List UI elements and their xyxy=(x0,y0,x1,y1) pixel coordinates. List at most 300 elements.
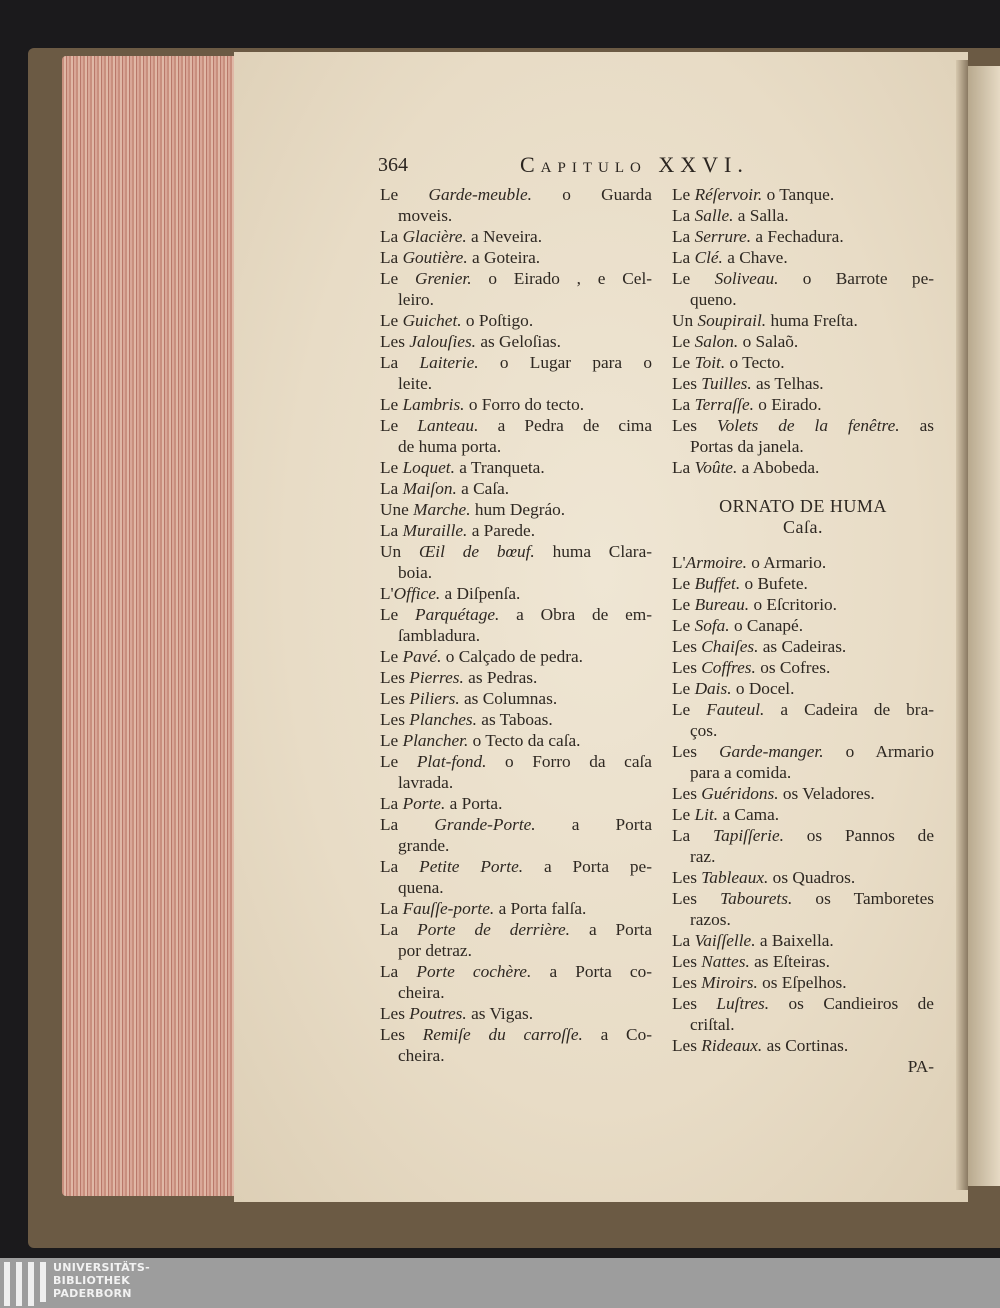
french-term: Salle. xyxy=(694,206,734,225)
section-title-line2: Caſa. xyxy=(783,517,823,537)
glossary-entry xyxy=(672,373,934,394)
french-term: Vaiſſelle. xyxy=(694,931,756,950)
glossary-entry xyxy=(380,919,652,961)
portuguese-translation: a Porta xyxy=(571,815,652,834)
page-fore-edge xyxy=(62,56,238,1196)
glossary-entry xyxy=(672,552,934,573)
entry-line xyxy=(380,688,652,709)
glossary-entry xyxy=(380,961,652,1003)
french-article: La xyxy=(672,826,691,845)
entry-line xyxy=(380,394,652,415)
french-term: Guichet. xyxy=(402,311,462,330)
french-article: Les xyxy=(672,973,697,992)
portuguese-translation: as Cortinas. xyxy=(766,1036,849,1055)
glossary-entry xyxy=(672,331,934,352)
entry-line xyxy=(380,184,652,205)
translation-continuation: leiro. xyxy=(398,290,434,309)
translation-continuation: cheira. xyxy=(398,983,445,1002)
french-article: Le xyxy=(380,752,399,771)
glossary-entry xyxy=(672,352,934,373)
french-article: Le xyxy=(380,185,399,204)
french-article: La xyxy=(380,353,399,372)
glossary-entry xyxy=(672,804,934,825)
portuguese-translation: a Fechadura. xyxy=(755,227,844,246)
french-article: La xyxy=(672,206,691,225)
entry-line xyxy=(672,205,934,226)
glossary-entry xyxy=(380,1003,652,1024)
french-article: L' xyxy=(380,584,394,603)
glossary-entry xyxy=(672,184,934,205)
entry-line xyxy=(672,657,934,678)
portuguese-translation: o Eirado. xyxy=(758,395,822,414)
portuguese-translation: o Tanque. xyxy=(766,185,835,204)
french-term: Buffet. xyxy=(694,574,741,593)
entry-line xyxy=(672,373,934,394)
french-article: Le xyxy=(672,679,691,698)
french-term: Terraſſe. xyxy=(694,395,754,414)
glossary-entry xyxy=(380,604,652,646)
glossary-entry xyxy=(380,415,652,457)
right-column xyxy=(672,184,934,1077)
glossary-entry xyxy=(672,573,934,594)
portuguese-translation: os Veladores. xyxy=(782,784,875,803)
entry-line xyxy=(380,478,652,499)
portuguese-translation: o Salaõ. xyxy=(742,332,799,351)
french-term: Pierres. xyxy=(409,668,464,687)
portuguese-translation: a Chave. xyxy=(727,248,788,267)
glossary-entry xyxy=(672,867,934,888)
portuguese-translation: a Baixella. xyxy=(759,931,834,950)
french-term: Œil de bœuf. xyxy=(418,542,535,561)
entry-line xyxy=(672,867,934,888)
entry-line xyxy=(672,804,934,825)
glossary-entry xyxy=(380,268,652,310)
french-article: La xyxy=(672,458,691,477)
portuguese-translation: hum Degráo. xyxy=(474,500,566,519)
glossary-entry xyxy=(672,951,934,972)
entry-line xyxy=(380,457,652,478)
glossary-entry xyxy=(672,1035,934,1056)
translation-continuation: cheira. xyxy=(398,1046,445,1065)
french-term: Sofa. xyxy=(694,616,730,635)
translation-continuation: queno. xyxy=(690,290,737,309)
entry-line xyxy=(672,552,934,573)
entry-line xyxy=(672,741,934,762)
portuguese-translation: o Armario. xyxy=(751,553,827,572)
french-term: Garde-manger. xyxy=(719,742,824,761)
entry-line xyxy=(380,751,652,772)
portuguese-translation: a Tranqueta. xyxy=(459,458,545,477)
entry-line xyxy=(672,184,934,205)
glossary-entry xyxy=(380,331,652,352)
french-term: Piliers. xyxy=(409,689,460,708)
french-term: Chaiſes. xyxy=(701,637,759,656)
french-term: Voûte. xyxy=(694,458,738,477)
entry-line xyxy=(380,1003,652,1024)
french-article: Les xyxy=(672,868,697,887)
library-logo-text xyxy=(53,1261,150,1300)
entry-line xyxy=(380,268,652,289)
translation-continuation: Portas da janela. xyxy=(690,437,804,456)
glossary-entry xyxy=(672,930,934,951)
french-term: Porte. xyxy=(402,794,446,813)
french-term: Poutres. xyxy=(409,1004,467,1023)
french-article: Les xyxy=(672,889,697,908)
portuguese-translation: o Tecto. xyxy=(729,353,785,372)
glossary-entry xyxy=(380,793,652,814)
glossary-entry xyxy=(380,688,652,709)
translation-continuation: raz. xyxy=(690,847,716,866)
french-article: Un xyxy=(380,542,402,561)
entry-line xyxy=(380,499,652,520)
french-term: Serrure. xyxy=(694,227,752,246)
entry-line xyxy=(672,972,934,993)
glossary-entry xyxy=(380,184,652,226)
french-term: Porte cochère. xyxy=(416,962,532,981)
french-article: La xyxy=(380,857,399,876)
entry-line xyxy=(380,604,652,625)
french-article: Les xyxy=(380,689,405,708)
glossary-entry xyxy=(380,814,652,856)
logo-line: BIBLIOTHEK xyxy=(53,1274,131,1287)
entry-line xyxy=(380,814,652,835)
french-article: Les xyxy=(380,1004,405,1023)
running-header xyxy=(378,152,938,178)
french-article: La xyxy=(672,395,691,414)
translation-continuation: moveis. xyxy=(398,206,453,225)
glossary-entry xyxy=(380,352,652,394)
portuguese-translation: a Porta co- xyxy=(549,962,652,981)
portuguese-translation: o Canapé. xyxy=(733,616,804,635)
glossary-entry xyxy=(380,520,652,541)
french-term: Soliveau. xyxy=(714,269,779,288)
glossary-entry xyxy=(672,394,934,415)
french-term: Grenier. xyxy=(415,269,472,288)
french-term: Plancher. xyxy=(402,731,469,750)
portuguese-translation: o Eirado , e Cel- xyxy=(488,269,652,288)
glossary-entry xyxy=(672,205,934,226)
french-term: Office. xyxy=(393,584,441,603)
entry-line xyxy=(672,415,934,436)
translation-continuation: criſtal. xyxy=(690,1015,735,1034)
glossary-entry xyxy=(672,657,934,678)
glossary-entry xyxy=(380,856,652,898)
french-article: La xyxy=(380,899,399,918)
entry-line xyxy=(672,1035,934,1056)
portuguese-translation: o Docel. xyxy=(735,679,795,698)
library-footer xyxy=(0,1258,1000,1308)
entry-line xyxy=(380,331,652,352)
glossary-entry xyxy=(672,247,934,268)
glossary-entry xyxy=(672,741,934,783)
entry-line xyxy=(380,856,652,877)
entry-line xyxy=(380,961,652,982)
portuguese-translation: a Neveira. xyxy=(471,227,543,246)
portuguese-translation: a Porta pe- xyxy=(543,857,652,876)
portuguese-translation: o Calçado de pedra. xyxy=(445,647,583,666)
portuguese-translation: os Eſpelhos. xyxy=(762,973,847,992)
french-article: Les xyxy=(380,1025,405,1044)
french-article: Les xyxy=(672,1036,697,1055)
translation-continuation: boia. xyxy=(398,563,433,582)
french-article: Les xyxy=(380,332,405,351)
french-article: La xyxy=(672,931,691,950)
french-term: Lanteau. xyxy=(417,416,479,435)
glossary-entry xyxy=(380,541,652,583)
portuguese-translation: huma Clara- xyxy=(552,542,652,561)
chapter-title: Capitulo XXVI. xyxy=(520,152,749,177)
french-article: Les xyxy=(672,742,697,761)
portuguese-translation: o Forro da caſa xyxy=(505,752,652,771)
entry-line xyxy=(672,993,934,1014)
french-term: Grande-Porte. xyxy=(434,815,536,834)
glossary-entry xyxy=(380,1024,652,1066)
portuguese-translation: a Cadeira de bra- xyxy=(780,700,934,719)
entry-line xyxy=(380,247,652,268)
french-article: Le xyxy=(672,185,691,204)
portuguese-translation: a Porta. xyxy=(449,794,503,813)
glossary-entry xyxy=(380,646,652,667)
portuguese-translation: o Armario xyxy=(845,742,934,761)
entry-line xyxy=(380,1024,652,1045)
french-term: Fauſſe-porte. xyxy=(402,899,495,918)
entry-line xyxy=(672,825,934,846)
glossary-entry xyxy=(380,499,652,520)
french-term: Lambris. xyxy=(402,395,465,414)
glossary-entry xyxy=(672,268,934,310)
glossary-entry xyxy=(672,699,934,741)
portuguese-translation: a Pedra de cima xyxy=(497,416,653,435)
portuguese-translation: o Forro do tecto. xyxy=(468,395,585,414)
portuguese-translation: as Columnas. xyxy=(464,689,558,708)
french-term: Nattes. xyxy=(701,952,750,971)
translation-continuation: razos. xyxy=(690,910,731,929)
french-term: Clé. xyxy=(694,248,723,267)
glossary-entry xyxy=(672,888,934,930)
glossary-entry xyxy=(380,247,652,268)
french-article: Les xyxy=(672,784,697,803)
entry-line xyxy=(672,573,934,594)
portuguese-translation: o Poſtigo. xyxy=(465,311,534,330)
french-term: Réſervoir. xyxy=(694,185,763,204)
entry-line xyxy=(672,331,934,352)
french-article: Le xyxy=(672,595,691,614)
translation-continuation: leite. xyxy=(398,374,433,393)
french-article: Une xyxy=(380,500,409,519)
book-gutter xyxy=(956,60,968,1190)
entry-line xyxy=(672,457,934,478)
french-term: Tuilles. xyxy=(701,374,752,393)
french-term: Remiſe du carroſſe. xyxy=(422,1025,583,1044)
translation-continuation: ços. xyxy=(690,721,718,740)
french-article: Le xyxy=(380,269,399,288)
french-article: Les xyxy=(672,952,697,971)
glossary-entry xyxy=(380,709,652,730)
logo-line: UNIVERSITÄTS- xyxy=(53,1261,150,1274)
portuguese-translation: os Candieiros de xyxy=(788,994,934,1013)
french-term: Armoire. xyxy=(685,553,747,572)
french-term: Loquet. xyxy=(402,458,455,477)
french-term: Porte de derrière. xyxy=(417,920,571,939)
portuguese-translation: as xyxy=(919,416,935,435)
french-article: L' xyxy=(672,553,686,572)
french-term: Coffres. xyxy=(701,658,756,677)
entry-line xyxy=(672,678,934,699)
entry-line xyxy=(672,247,934,268)
french-article: La xyxy=(380,248,399,267)
glossary-entry xyxy=(672,783,934,804)
entry-line xyxy=(672,888,934,909)
french-article: Le xyxy=(380,416,399,435)
entry-line xyxy=(380,583,652,604)
entry-line xyxy=(672,615,934,636)
french-article: La xyxy=(380,479,399,498)
portuguese-translation: as Taboas. xyxy=(481,710,553,729)
translation-continuation: quena. xyxy=(398,878,444,897)
entry-line xyxy=(672,636,934,657)
portuguese-translation: os Pannos de xyxy=(806,826,934,845)
glossary-entry xyxy=(672,972,934,993)
glossary-entry xyxy=(380,730,652,751)
french-term: Guéridons. xyxy=(701,784,779,803)
french-term: Tapiſſerie. xyxy=(713,826,784,845)
entry-line xyxy=(672,226,934,247)
entry-line xyxy=(380,667,652,688)
translation-continuation: por detraz. xyxy=(398,941,472,960)
french-article: Les xyxy=(672,994,697,1013)
french-article: La xyxy=(380,962,399,981)
portuguese-translation: o Barrote pe- xyxy=(802,269,935,288)
portuguese-translation: a Salla. xyxy=(737,206,789,225)
portuguese-translation: a Diſpenſa. xyxy=(444,584,521,603)
glossary-entry xyxy=(380,898,652,919)
portuguese-translation: o Tecto da caſa. xyxy=(472,731,581,750)
french-term: Muraille. xyxy=(402,521,468,540)
portuguese-translation: as Telhas. xyxy=(756,374,824,393)
french-term: Tabourets. xyxy=(720,889,793,908)
french-article: Le xyxy=(672,805,691,824)
translation-continuation: grande. xyxy=(398,836,450,855)
glossary-entry xyxy=(672,226,934,247)
entry-line xyxy=(672,310,934,331)
french-term: Plat-fond. xyxy=(416,752,487,771)
french-article: La xyxy=(380,794,399,813)
entry-line xyxy=(380,898,652,919)
glossary-entry xyxy=(380,394,652,415)
french-term: Luſtres. xyxy=(716,994,770,1013)
french-article: Le xyxy=(672,700,691,719)
translation-continuation: lavrada. xyxy=(398,773,454,792)
french-term: Planches. xyxy=(409,710,477,729)
entry-line xyxy=(672,699,934,720)
portuguese-translation: a Porta xyxy=(588,920,653,939)
entry-line xyxy=(380,730,652,751)
french-article: Les xyxy=(672,374,697,393)
entry-line xyxy=(380,520,652,541)
portuguese-translation: a Cama. xyxy=(722,805,780,824)
entry-line xyxy=(380,352,652,373)
portuguese-translation: a Porta falſa. xyxy=(498,899,587,918)
portuguese-translation: as Vigas. xyxy=(471,1004,534,1023)
glossary-entry xyxy=(380,751,652,793)
entry-line xyxy=(672,352,934,373)
glossary-entry xyxy=(672,636,934,657)
section-heading xyxy=(672,496,934,538)
french-article: Le xyxy=(380,458,399,477)
portuguese-translation: o Lugar para o xyxy=(499,353,653,372)
logo-line: PADERBORN xyxy=(53,1287,132,1300)
entry-line xyxy=(380,793,652,814)
french-article: Les xyxy=(380,668,405,687)
portuguese-translation: as Pedras. xyxy=(468,668,538,687)
french-term: Soupirail. xyxy=(697,311,767,330)
glossary-entry xyxy=(672,310,934,331)
french-term: Petite Porte. xyxy=(419,857,524,876)
french-term: Laiterie. xyxy=(419,353,479,372)
portuguese-translation: a Parede. xyxy=(471,521,536,540)
french-term: Pavé. xyxy=(402,647,442,666)
glossary-entry xyxy=(380,310,652,331)
glossary-entry xyxy=(380,478,652,499)
french-article: Les xyxy=(672,637,697,656)
entry-line xyxy=(380,709,652,730)
translation-continuation: para a comida. xyxy=(690,763,792,782)
french-article: La xyxy=(672,248,691,267)
entry-line xyxy=(380,415,652,436)
entry-line xyxy=(672,951,934,972)
entry-line xyxy=(380,919,652,940)
entry-line xyxy=(380,310,652,331)
french-article: Le xyxy=(672,269,691,288)
portuguese-translation: as Cadeiras. xyxy=(762,637,847,656)
portuguese-translation: os Cofres. xyxy=(760,658,831,677)
entry-line xyxy=(380,541,652,562)
french-article: Le xyxy=(672,574,691,593)
french-article: La xyxy=(380,521,399,540)
portuguese-translation: a Goteira. xyxy=(472,248,541,267)
portuguese-translation: os Quadros. xyxy=(772,868,856,887)
french-article: La xyxy=(380,227,399,246)
french-term: Miroirs. xyxy=(701,973,758,992)
portuguese-translation: a Caſa. xyxy=(461,479,510,498)
translation-continuation: ſambladura. xyxy=(398,626,481,645)
portuguese-translation: as Geloſias. xyxy=(480,332,561,351)
french-term: Volets de la fenêtre. xyxy=(716,416,900,435)
french-term: Lit. xyxy=(694,805,719,824)
catchword: PA- xyxy=(907,1057,934,1076)
french-term: Jalouſies. xyxy=(409,332,476,351)
glossary-entry xyxy=(672,825,934,867)
glossary-entry xyxy=(380,667,652,688)
left-column xyxy=(380,184,652,1066)
french-article: Le xyxy=(380,605,399,624)
portuguese-translation: o Guarda xyxy=(562,185,652,204)
french-article: La xyxy=(672,227,691,246)
glossary-entry xyxy=(672,615,934,636)
french-article: Le xyxy=(380,731,399,750)
french-term: Garde-meuble. xyxy=(428,185,532,204)
portuguese-translation: huma Freſta. xyxy=(770,311,858,330)
french-article: Un xyxy=(672,311,694,330)
french-term: Marche. xyxy=(413,500,471,519)
glossary-entry xyxy=(672,678,934,699)
section-title-line1: ORNATO DE HUMA xyxy=(719,496,887,516)
french-article: Le xyxy=(672,353,691,372)
french-article: La xyxy=(380,920,399,939)
glossary-entry xyxy=(672,993,934,1035)
entry-line xyxy=(672,268,934,289)
portuguese-translation: a Abobeda. xyxy=(741,458,820,477)
